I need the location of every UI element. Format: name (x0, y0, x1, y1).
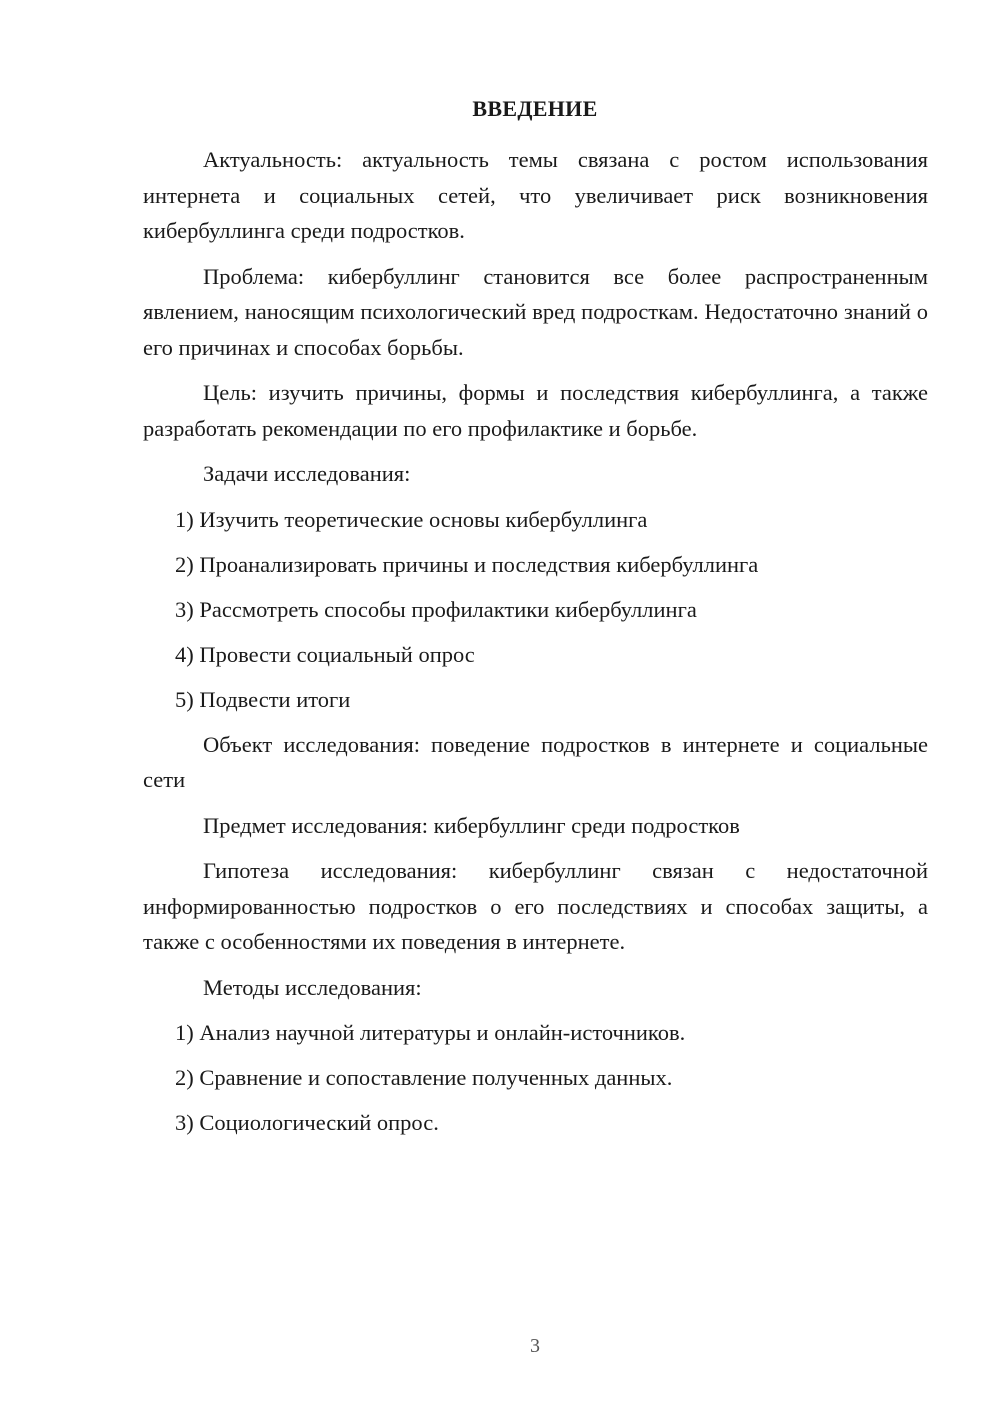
methods-list (143, 1015, 928, 1141)
list-item: 1) Анализ научной литературы и онлайн-источников. (175, 1020, 686, 1045)
page-number: 3 (530, 1335, 540, 1357)
hypothesis-paragraph: Гипотеза исследования: кибербуллинг связан с недостаточной информированностью подростков о его последствиях и способах защиты, а также с особенностями их поведения в интернете. (143, 858, 928, 954)
document-body (143, 142, 928, 1150)
subject-paragraph: Предмет исследования: кибербуллинг среди подростков (203, 812, 740, 838)
problem-paragraph: Проблема: кибербуллинг становится все более распространенным явлением, наносящим психологический вред подросткам. Недостаточно знаний о его причинах и способах борьбы. (143, 263, 928, 360)
list-item: 2) Сравнение и сопоставление полученных данных. (175, 1065, 673, 1090)
list-item: 3) Рассмотреть способы профилактики кибербуллинга (175, 596, 697, 622)
page-title: ВВЕДЕНИЕ (472, 96, 598, 121)
relevance-paragraph: Актуальность: актуальность темы связана с ростом использования интернета и социальных сетей, что увеличивает риск возникновения кибербуллинга среди подростков. (143, 147, 928, 243)
list-item: 2) Проанализировать причины и последствия кибербуллинга (175, 551, 759, 577)
list-item: 3) Социологический опрос. (175, 1110, 439, 1135)
list-item: 4) Провести социальный опрос (175, 641, 475, 667)
list-item: 5) Подвести итоги (175, 686, 351, 712)
tasks-list (143, 502, 928, 718)
goal-paragraph: Цель: изучить причины, формы и последствия кибербуллинга, а также разработать рекомендации по его профилактике и борьбе. (143, 380, 928, 441)
list-item: 1) Изучить теоретические основы кибербуллинга (175, 506, 648, 532)
object-paragraph: Объект исследования: поведение подростков в интернете и социальные сети (143, 731, 928, 792)
methods-heading: Методы исследования: (203, 974, 422, 1000)
tasks-heading: Задачи исследования: (203, 461, 411, 486)
